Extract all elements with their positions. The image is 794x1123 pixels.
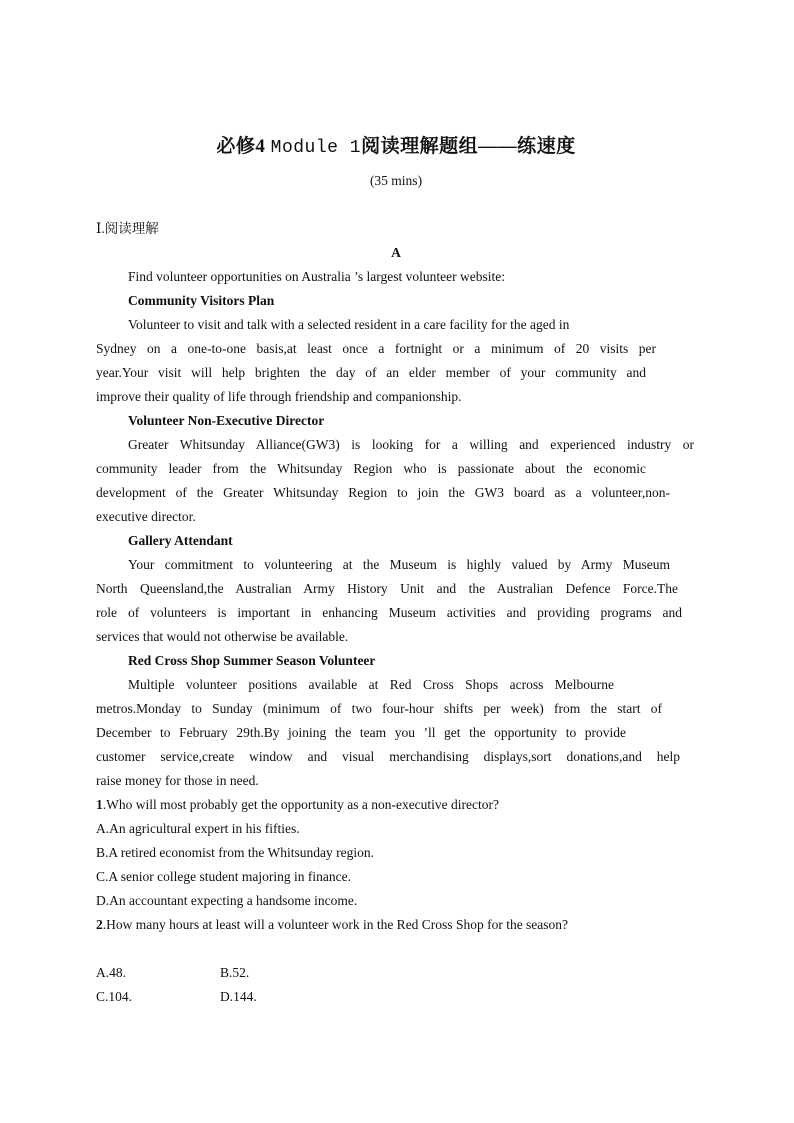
item-text-line: community leader from the Whitsunday Region who is passionate about the economic — [96, 461, 646, 476]
item-text-line: Sydney on a one-to-one basis,at least once a fortnight or a minimum of 20 visits per — [96, 341, 656, 356]
item-text-line: raise money for those in need. — [96, 773, 259, 788]
item-text-line: metros.Monday to Sunday (minimum of two four-hour shifts per week) from the start of — [96, 701, 662, 716]
item-heading: Volunteer Non-Executive Director — [128, 413, 325, 428]
item-text-line: customer service,create window and visual merchandising displays,sort donations,and help — [96, 749, 680, 764]
item-text-line: Volunteer to visit and talk with a selected resident in a care facility for the aged in — [128, 317, 570, 332]
answer-options-row — [96, 965, 396, 981]
item-text-line: Your commitment to volunteering at the Museum is highly valued by Army Museum — [128, 557, 670, 572]
item-heading: Red Cross Shop Summer Season Volunteer — [128, 653, 376, 668]
question-2 — [96, 917, 568, 933]
answer-option: A.48. — [96, 965, 126, 980]
answer-option: D.An accountant expecting a handsome income. — [96, 893, 358, 908]
item-text-line: development of the Greater Whitsunday Region to join the GW3 board as a volunteer,non- — [96, 485, 670, 500]
item-text-line: Greater Whitsunday Alliance(GW3) is looking for a willing and experienced industry or — [128, 437, 694, 452]
answer-option: B.A retired economist from the Whitsunday region. — [96, 845, 374, 860]
time-limit: (35 mins) — [369, 173, 423, 188]
answer-option: B.52. — [220, 965, 250, 980]
answer-option: A.An agricultural expert in his fifties. — [96, 821, 300, 836]
section-heading: Ⅰ.阅读理解 — [96, 221, 159, 236]
question-number: 1 — [96, 797, 103, 812]
page-title — [96, 131, 696, 158]
question-number: 2 — [96, 917, 103, 932]
item-text-line: executive director. — [96, 509, 196, 524]
item-text-line: year.Your visit will help brighten the day of an elder member of your community and — [96, 365, 646, 380]
item-text-line: Multiple volunteer positions available at Red Cross Shops across Melbourne — [128, 677, 614, 692]
item-heading: Gallery Attendant — [128, 533, 233, 548]
item-heading: Community Visitors Plan — [128, 293, 275, 308]
question-text: .How many hours at least will a volunteer work in the Red Cross Shop for the season? — [102, 917, 569, 932]
passage-intro: Find volunteer opportunities on Australia ’s largest volunteer website: — [128, 269, 505, 284]
question-1 — [96, 797, 499, 813]
answer-options-row — [96, 989, 396, 1005]
item-text-line: role of volunteers is important in enhancing Museum activities and providing programs and — [96, 605, 682, 620]
item-text-line: improve their quality of life through friendship and companionship. — [96, 389, 462, 404]
answer-option: C.104. — [96, 989, 133, 1004]
passage-label: A — [391, 245, 401, 260]
item-text-line: North Queensland,the Australian Army History Unit and the Australian Defence Force.The — [96, 581, 678, 596]
title-rest: 阅读理解题组——练速度 — [361, 136, 576, 157]
title-subject: 必修4 — [216, 136, 266, 157]
answer-option: C.A senior college student majoring in finance. — [96, 869, 351, 884]
title-module: Module 1 — [270, 138, 362, 158]
item-text-line: December to February 29th.By joining the team you ’ll get the opportunity to provide — [96, 725, 626, 740]
answer-option: D.144. — [220, 989, 257, 1004]
item-text-line: services that would not otherwise be available. — [96, 629, 349, 644]
question-text: .Who will most probably get the opportunity as a non-executive director? — [102, 797, 500, 812]
